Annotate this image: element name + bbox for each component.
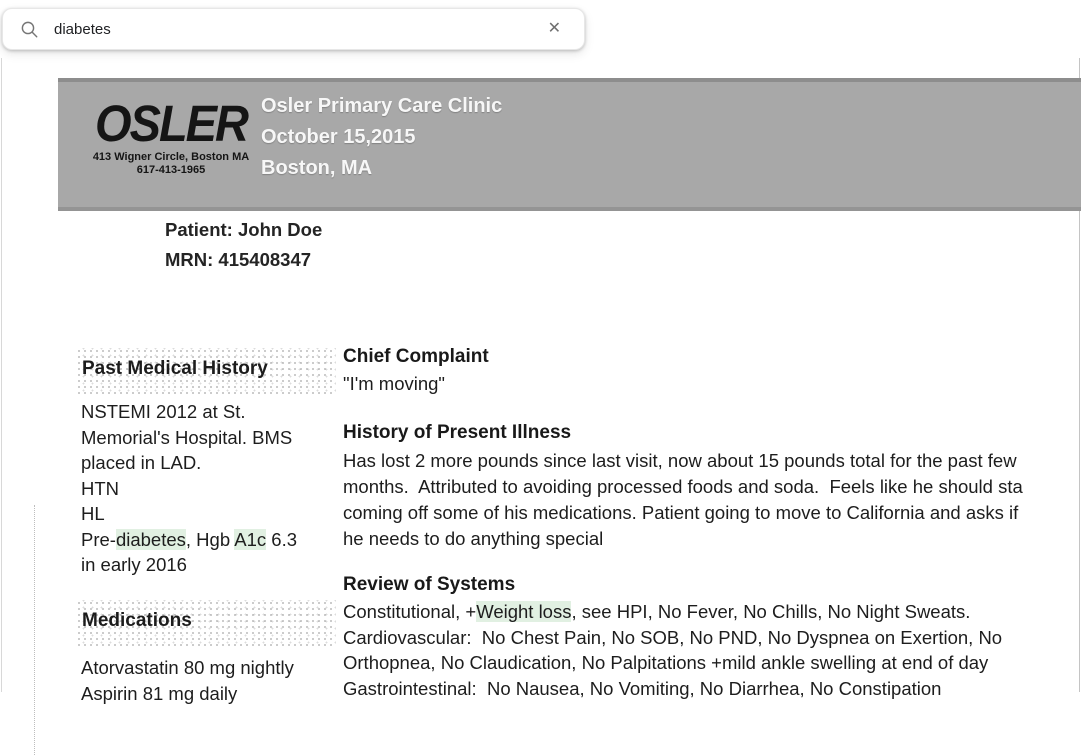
hpi-line: coming off some of his medications. Patient going to move to California and asks if <box>343 502 1019 523</box>
medication-line: Aspirin 81 mg daily <box>81 683 238 704</box>
clinic-address-line1: 413 Wigner Circle, Boston MA <box>92 151 250 163</box>
search-hit-diabetes: diabetes <box>115 528 186 550</box>
pmh-line: Memorial's Hospital. BMS <box>81 426 293 448</box>
ros-title: Review of Systems <box>343 574 516 595</box>
clinic-name: Osler Primary Care Clinic <box>261 95 503 117</box>
medications-text <box>81 655 294 707</box>
search-hit-a1c: A1c <box>234 528 267 550</box>
close-icon[interactable]: ✕ <box>547 20 561 37</box>
visit-date: October 15,2015 <box>261 126 416 148</box>
search-hit-weight-loss: Weight loss <box>476 601 572 622</box>
visit-location: Boston, MA <box>261 157 373 179</box>
hpi-title: History of Present Illness <box>343 422 572 443</box>
search-icon <box>20 20 39 39</box>
scan-artifact-line <box>34 505 35 755</box>
hpi-line: Has lost 2 more pounds since last visit, now about 15 pounds total for the past few <box>343 450 1017 471</box>
pmh-line: HTN <box>81 477 120 499</box>
hpi-line: months. Attributed to avoiding processed foods and soda. Feels like he should sta <box>343 476 1023 497</box>
ros-text <box>343 599 1002 701</box>
patient-mrn: MRN: 415408347 <box>165 249 312 270</box>
clinic-letterhead <box>58 78 1081 211</box>
pmh-line: NSTEMI 2012 at St. <box>81 401 246 422</box>
pmh-prediabetes-line: Pre-diabetes, Hgb A1c 6.3 <box>81 528 297 550</box>
clinic-address <box>68 151 274 177</box>
ros-line: Orthopnea, No Claudication, No Palpitations +mild ankle swelling at end of day <box>343 652 989 673</box>
hpi-text <box>343 448 1023 552</box>
patient-identifiers <box>165 215 322 275</box>
medications-title: Medications <box>82 610 192 631</box>
search-input[interactable]: diabetes <box>54 20 111 38</box>
pmh-heading-block <box>76 348 336 395</box>
patient-name: Patient: John Doe <box>165 219 323 240</box>
pmh-line: HL <box>81 503 105 524</box>
visit-header <box>261 91 502 184</box>
pmh-line: in early 2016 <box>81 554 187 575</box>
hpi-line: he needs to do anything special <box>343 528 604 549</box>
pmh-line: placed in LAD. <box>81 452 202 473</box>
pmh-title: Past Medical History <box>82 358 268 379</box>
chief-complaint-title: Chief Complaint <box>343 346 489 367</box>
clinic-address-line2: 617-413-1965 <box>136 164 206 176</box>
ros-line: Cardiovascular: No Chest Pain, No SOB, No PND, No Dyspnea on Exertion, No <box>343 626 1003 648</box>
ros-line: Gastrointestinal: No Nausea, No Vomiting, No Diarrhea, No Constipation <box>343 677 942 699</box>
medications-heading-block <box>76 600 336 647</box>
clinic-logo: OSLER <box>95 94 247 152</box>
document-page[interactable] <box>1 58 1080 704</box>
pmh-text <box>81 399 297 578</box>
search-bar[interactable] <box>2 8 585 50</box>
chief-complaint-text: "I'm moving" <box>343 373 445 394</box>
ros-constitutional-line: Constitutional, +Weight loss, see HPI, No Fever, No Chills, No Night Sweats. <box>343 601 971 622</box>
clinic-logo-block <box>68 94 274 177</box>
medication-line: Atorvastatin 80 mg nightly <box>81 657 294 678</box>
